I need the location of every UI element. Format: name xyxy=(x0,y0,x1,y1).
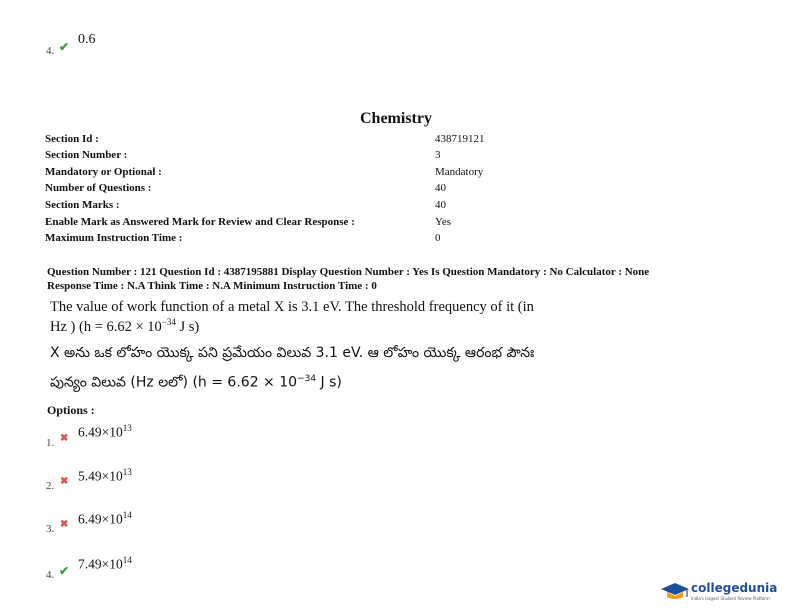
option-number: 4. xyxy=(46,569,55,581)
num-questions-label: Number of Questions : xyxy=(45,182,152,194)
option-number: 2. xyxy=(46,480,55,492)
num-questions-value: 40 xyxy=(435,182,446,194)
mandatory-label: Mandatory or Optional : xyxy=(45,166,162,178)
option-value: $7.49\times 10^{14}$ xyxy=(78,555,132,572)
option-number: 4. xyxy=(46,45,55,57)
max-instruction-time-label: Maximum Instruction Time : xyxy=(45,232,183,244)
mark-review-value: Yes xyxy=(435,216,452,228)
section-id-label: Section Id : xyxy=(45,133,99,145)
question-text-en-line1: The value of work function of a metal X is 3.1 eV. The threshold frequency of it (in xyxy=(50,299,534,315)
max-instruction-time-value: 0 xyxy=(435,232,441,244)
question-meta-times: Response Time : N.A Think Time : N.A Minimum Instruction Time : 0 xyxy=(47,280,377,292)
brand-name: collegedunia xyxy=(691,581,778,595)
check-icon: ✔ xyxy=(59,40,70,54)
option-value: $5.49\times 10^{13}$ xyxy=(78,467,132,484)
mandatory-value: Mandatory xyxy=(435,166,484,178)
cross-icon: ✖ xyxy=(60,433,69,444)
brand-tagline: India's largest Student Review Platform xyxy=(691,596,770,601)
question-text-en-line2: Hz ) ($h = 6.62 \times 10^{-34}$ J s) xyxy=(50,317,200,335)
section-number-value: 3 xyxy=(435,149,441,161)
graduation-cap-icon xyxy=(660,582,690,602)
question-meta: Question Number : 121 Question Id : 4387195881 Display Question Number : Yes Is Question Mandatory : No Calculator : None xyxy=(47,266,650,278)
option-value: $6.49\times 10^{13}$ xyxy=(78,423,132,440)
option-value: $6.49\times 10^{14}$ xyxy=(78,510,132,527)
cross-icon: ✖ xyxy=(60,519,69,530)
option-number: 1. xyxy=(46,437,55,449)
cross-icon: ✖ xyxy=(60,476,69,487)
option-number: 3. xyxy=(46,523,55,535)
question-text-te-line2: పున్యం విలువ (Hz లలో) ($h = 6.62 \times 10^{-34}$ J s) xyxy=(50,374,342,391)
option-value: 0.6 xyxy=(78,32,96,47)
section-title: Chemistry xyxy=(360,110,432,127)
section-marks-value: 40 xyxy=(435,199,446,211)
section-number-label: Section Number : xyxy=(45,149,128,161)
collegedunia-logo xyxy=(660,580,786,606)
mark-review-label: Enable Mark as Answered Mark for Review and Clear Response : xyxy=(45,216,355,228)
section-id-value: 438719121 xyxy=(435,133,485,145)
section-marks-label: Section Marks : xyxy=(45,199,120,211)
check-icon: ✔ xyxy=(59,564,70,578)
question-text-te-line1: X అను ఒక లోహం యొక్క పని ప్రమేయం విలువ 3.1 eV. ఆ లోహం యొక్క ఆరంభ పౌనః xyxy=(50,345,535,361)
options-label: Options : xyxy=(47,403,95,417)
